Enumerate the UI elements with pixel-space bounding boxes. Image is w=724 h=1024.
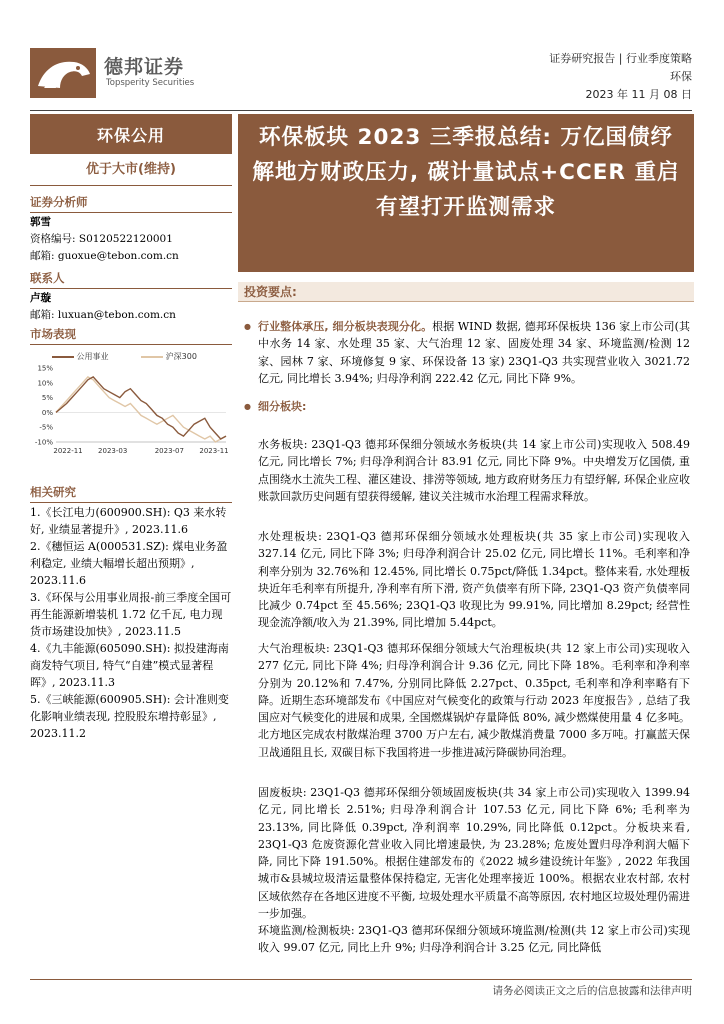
research-section-title: 相关研究: [30, 484, 232, 503]
solid-waste-paragraph: 固废板块: 23Q1-Q3 德邦环保细分领域固废板块(共 34 家上市公司)实现收入 1399.94 亿元, 同比增长 2.51%; 归母净利润合计 107.53 亿元, 同比下降 6%; 毛利率为 23.13%, 同比降低 0.39pct, 净利润率 10.29%, 同比降低 0.12pct。分板块来看, 23Q1-Q3 危废资源化营业收入同比增速最快, 为 23.28%; 危废处置归母净利润大幅下降, 同比下降 191.50%。根据住建部发布的《2022 城乡建设统计年鉴》, 2022 年我国城市&县城垃圾清运量整体保持稳定, 无害化处理率接近 100%。根据农业农村部, 农村区域依然存在各地区进度不平衡, 垃圾处理水平质量不高等原因, 农村地区垃圾处理仍需进一步加强。: [258, 786, 690, 921]
sector-label: 环保公用: [30, 114, 232, 154]
related-research-list: [30, 504, 232, 742]
y-tick-label: -10%: [34, 438, 53, 447]
logo-chinese-name: 德邦证券: [104, 56, 185, 78]
analyst-section-title: 证券分析师: [30, 194, 232, 213]
series-line-公用事业: [56, 377, 226, 439]
market-performance-chart: [30, 362, 232, 462]
analyst-name: 郭雪: [30, 216, 51, 228]
leopard-logo-icon: [30, 48, 96, 98]
legend-swatch-index: [141, 356, 163, 358]
y-tick-label: -5%: [39, 423, 53, 432]
header-meta: [549, 50, 692, 104]
header-divider: [30, 110, 692, 111]
contact-section-title: 联系人: [30, 270, 232, 289]
contact-name: 卢璇: [30, 292, 51, 304]
rating-label: 优于大市(维持): [30, 158, 232, 186]
research-item[interactable]: 3.《环保与公用事业周报-前三季度全国可再生能源新增装机 1.72 亿千瓦, 电力现货市场建设加快》, 2023.11.5: [30, 591, 232, 638]
contact-email[interactable]: 邮箱: luxuan@tebon.com.cn: [30, 309, 176, 321]
legend-label-sector: 公用事业: [76, 352, 109, 361]
legend-label-index: 沪深300: [165, 352, 197, 361]
water-treatment-paragraph: 水处理板块: 23Q1-Q3 德邦环保细分领域水处理板块(共 35 家上市公司)实现收入 327.14 亿元, 同比下降 3%; 归母净利润合计 25.02 亿元, 同比增长 11%。毛利率和净利率分别为 32.76%和 12.45%, 同比增长 0.75pct/降低 1.34pct。整体来看, 水处理板块近年毛利率有所提升, 净利率有所下滑, 资产负债率有所下降, 23Q1-Q3 资产负债率同比减少 0.74pct 至 45.56%; 23Q1-Q3 收现比为 99.91%, 同比增加 8.29pct; 经营性现金流净额/收入为 21.39%, 同比增加 5.44pct。: [258, 530, 690, 630]
x-tick-label: 2023-11: [199, 447, 229, 455]
market-section-title: 市场表现: [30, 326, 232, 345]
logo-english-name: Topsperity Securities: [106, 78, 195, 88]
monitoring-paragraph: 环境监测/检测板块: 23Q1-Q3 德邦环保细分领域环境监测/检测(共 12 家上市公司)实现收入 99.07 亿元, 同比上升 9%; 归母净利润合计 3.25 亿元, 同比降低: [258, 924, 690, 955]
subsector-heading-paragraph: [258, 398, 690, 415]
x-tick-label: 2022-11: [53, 447, 83, 455]
research-item[interactable]: 5.《三峡能源(600905.SH): 会计准则变化影响业绩表现, 控股股东增持彰显》, 2023.11.2: [30, 693, 229, 740]
air-treatment-paragraph: 大气治理板块: 23Q1-Q3 德邦环保细分领域大气治理板块(共 12 家上市公司)实现收入 277 亿元, 同比下降 4%; 归母净利润合计 9.36 亿元, 同比下降 18%。毛利率和净利率分别为 20.12%和 7.47%, 分别同比降低 2.27pct、0.35pct, 毛利率和净利率略有下降。近期生态环境部发布《中国应对气候变化的政策与行动 2023 年度报告》, 总结了我国应对气候变化的进展和成果, 全国燃煤锅炉存量降低 80%, 减少燃煤使用量 4 亿多吨。北方地区完成农村散煤治理 3700 万户左右, 减少散煤消费量 7000 多万吨。打赢蓝天保卫战通阻且长, 双碳目标下我国将进一步推进减污降碳协同治理。: [258, 642, 690, 759]
analyst-cert: 资格编号: S0120522120001: [30, 233, 173, 245]
x-tick-label: 2023-07: [154, 447, 184, 455]
research-item[interactable]: 4.《九丰能源(605090.SH): 拟投建海南商发特气项目, 特气“自建”模式显著程晖》, 2023.11.3: [30, 642, 229, 689]
water-paragraph: 水务板块: 23Q1-Q3 德邦环保细分领域水务板块(共 14 家上市公司)实现收入 508.49 亿元, 同比增长 7%; 归母净利润合计 83.91 亿元, 同比下降 9%。中央增发万亿国债, 重点围绕水土流失工程、灌区建设、排涝等领域, 地方政府财务压力有望纾解, 环保企业应收账款回款历史问题有望获得缓解, 建议关注城市水治理工程需求释放。: [258, 438, 690, 503]
y-tick-label: 10%: [37, 379, 53, 388]
bullet-icon: ●: [244, 322, 251, 331]
report-date: 2023 年 11 月 08 日: [585, 88, 692, 101]
footer-divider: [30, 979, 692, 980]
y-tick-label: 5%: [41, 394, 53, 403]
industry-label: 环保: [670, 70, 692, 83]
y-tick-label: 15%: [37, 364, 53, 373]
chart-legend: [52, 351, 197, 362]
company-logo: [30, 48, 195, 98]
overview-paragraph: [258, 318, 690, 387]
research-item[interactable]: 1.《长江电力(600900.SH): Q3 来水转好, 业绩显著提升》, 2023.11.6: [30, 506, 227, 536]
x-tick-label: 2023-03: [98, 447, 128, 455]
investment-points-heading: 投资要点:: [238, 282, 694, 302]
footer-disclaimer: 请务必阅读正文之后的信息披露和法律声明: [492, 985, 692, 997]
bullet-icon: ●: [244, 402, 251, 411]
overview-body: 根据 WIND 数据, 德邦环保板块 136 家上市公司(其中水务 14 家、水处理 35 家、大气治理 12 家、固废处理 34 家、环境监测/检测 12 家、园林 7 家、环境修复 9 家、环保设备 13 家) 23Q1-Q3 共实现营业收入 3021.72 亿元, 同比增长 3.94%; 归母净利润 222.42 亿元, 同比下降 9%。: [258, 320, 690, 385]
overview-lead: 行业整体承压, 细分板块表现分化。: [258, 320, 433, 333]
legend-swatch-sector: [52, 356, 74, 358]
subsector-lead: 细分板块:: [258, 400, 307, 413]
report-type: 证券研究报告 | 行业季度策略: [549, 52, 692, 65]
analyst-email[interactable]: 邮箱: guoxue@tebon.com.cn: [30, 250, 179, 262]
report-title: 环保板块 2023 三季报总结: 万亿国债纾解地方财政压力, 碳计量试点+CCER 重启有望打开监测需求: [238, 114, 694, 272]
research-item[interactable]: 2.《穗恒运 A(000531.SZ): 煤电业务盈利稳定, 业绩大幅增长超出预期》, 2023.11.6: [30, 540, 228, 587]
y-tick-label: 0%: [41, 408, 53, 417]
